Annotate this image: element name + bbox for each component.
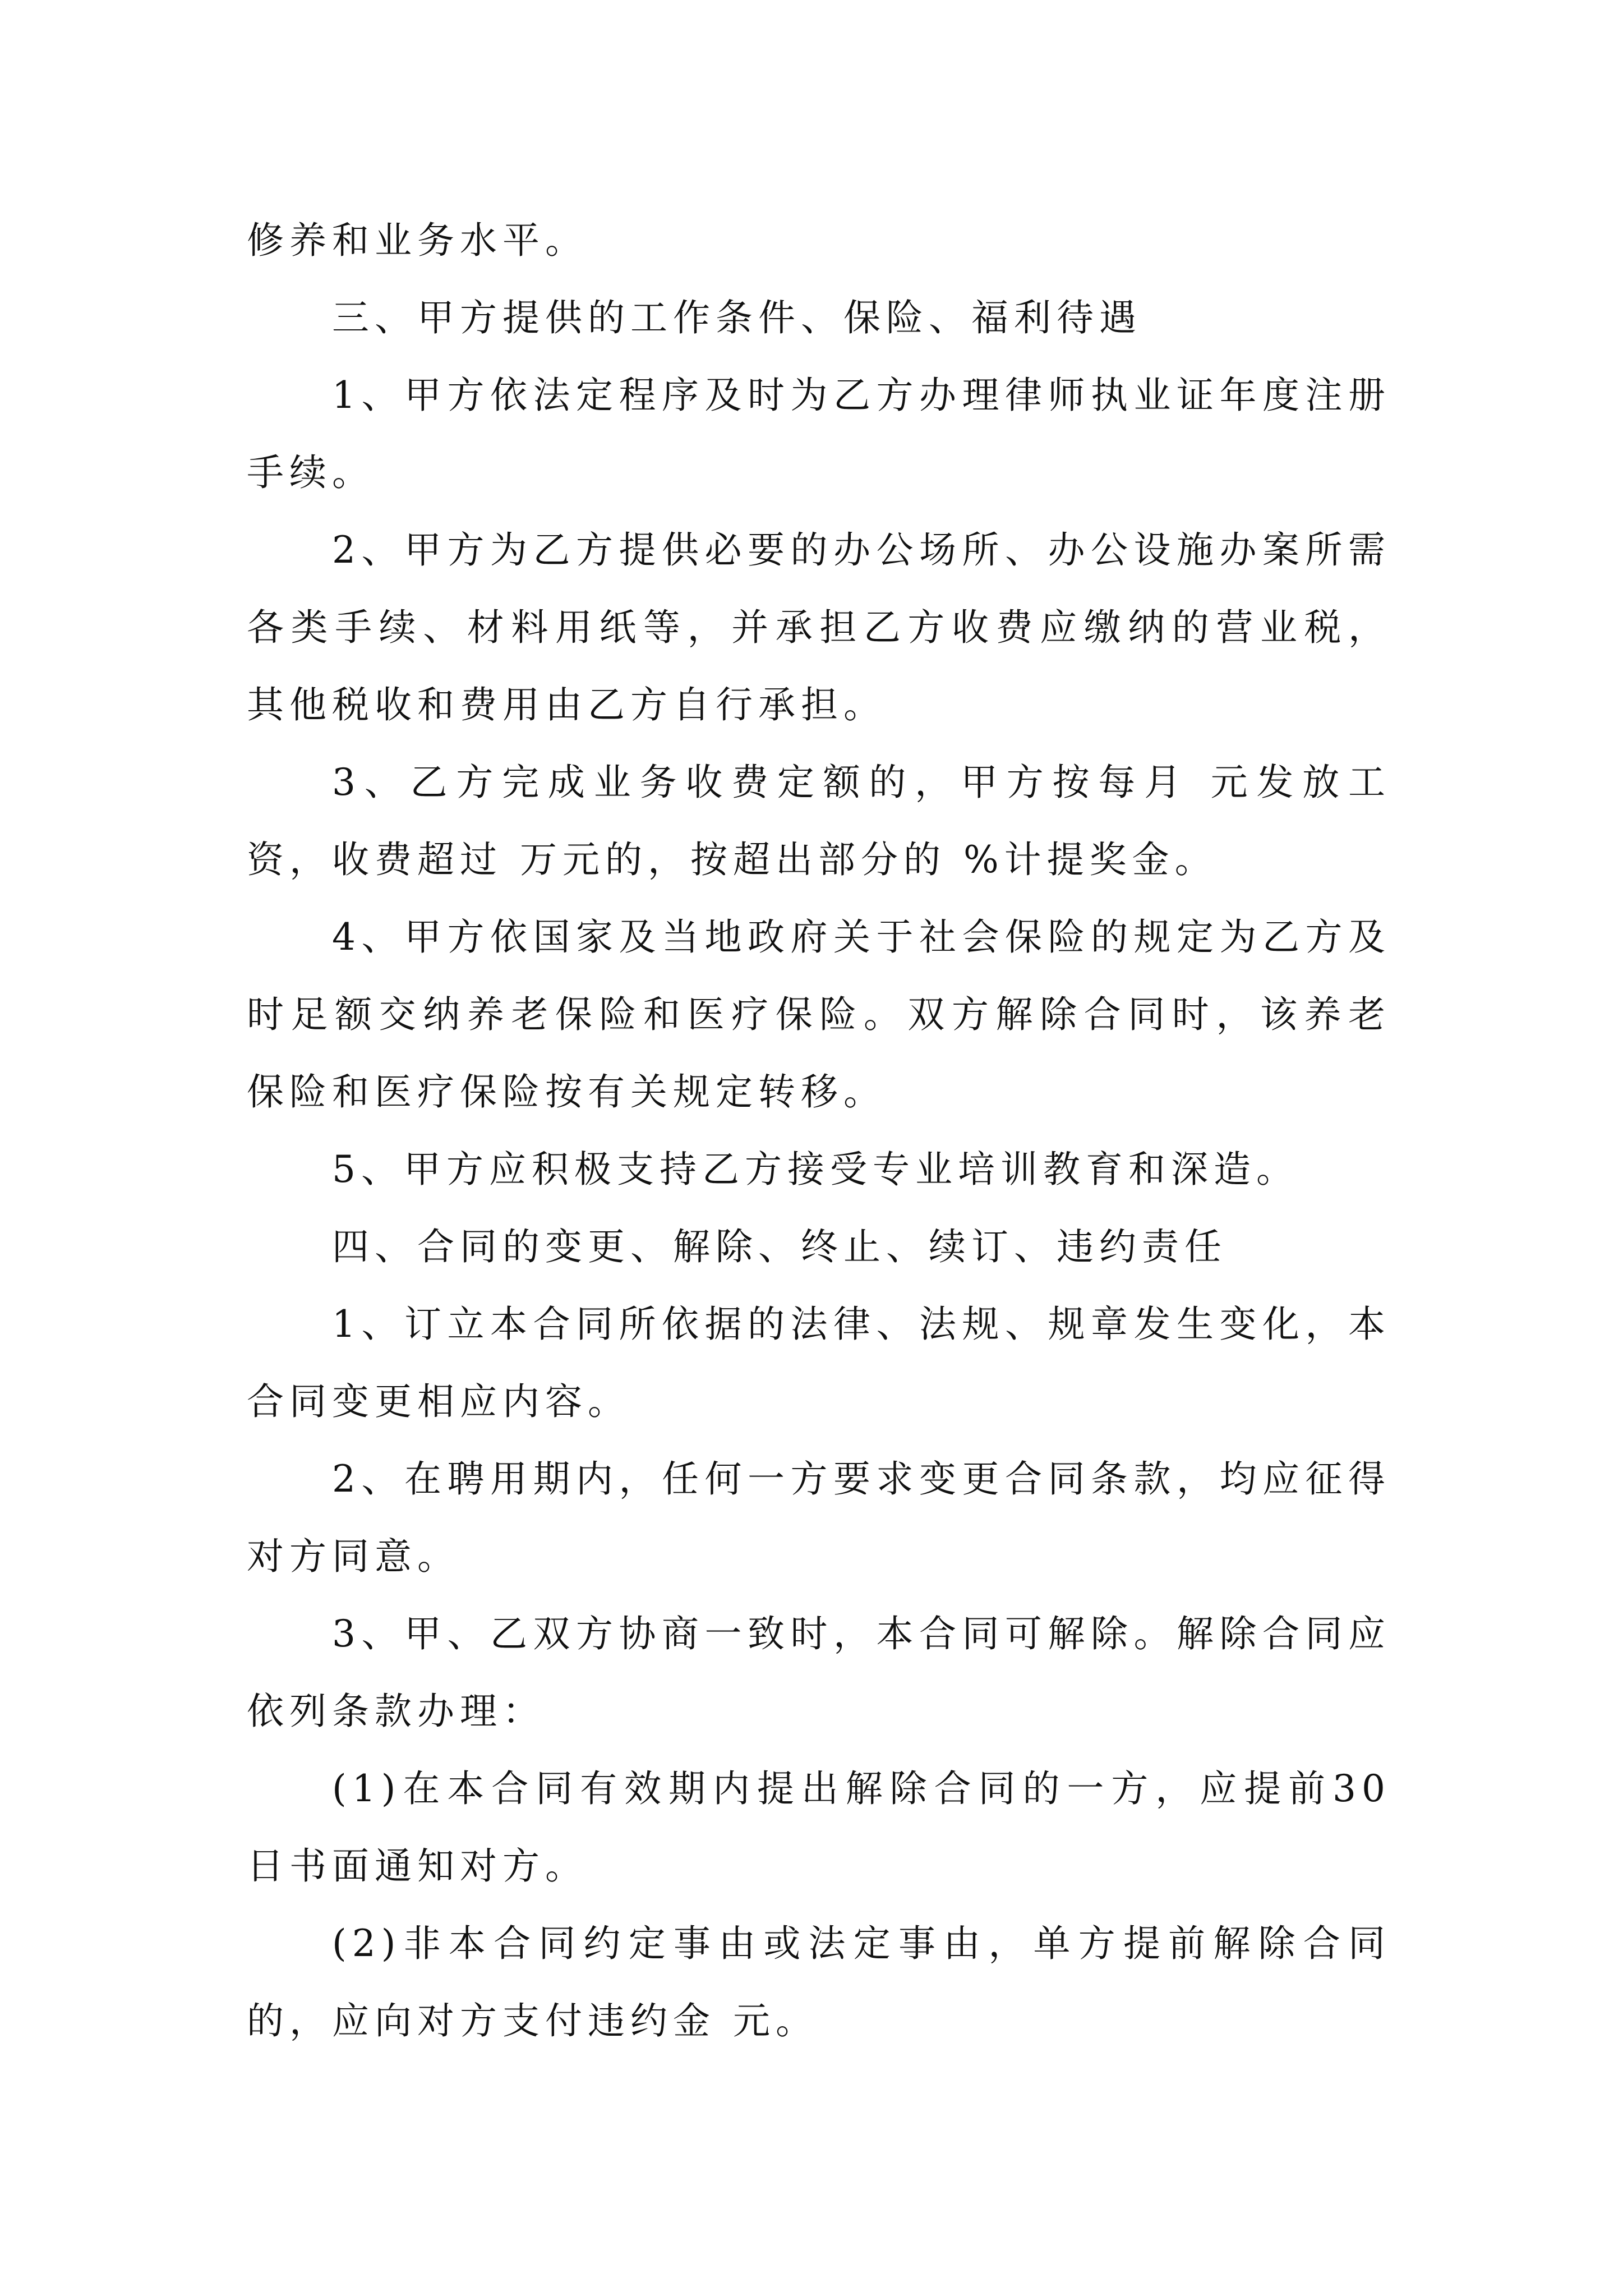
clause-3-1: 1、甲方依法定程序及时为乙方办理律师执业证年度注册手续。 (247, 374, 1391, 494)
clause-3-3: 3、乙方完成业务收费定额的，甲方按每月 元发放工资，收费超过 万元的，按超出部分的 %计提奖金。 (247, 761, 1391, 881)
section-heading-3: 三、甲方提供的工作条件、保险、福利待遇 (332, 296, 1142, 339)
paragraph-continuation: 修养和业务水平。 (247, 219, 588, 262)
clause-3-2: 2、甲方为乙方提供必要的办公场所、办公设施办案所需各类手续、材料用纸等，并承担乙方收费应缴纳的营业税，其他税收和费用由乙方自行承担。 (247, 528, 1391, 726)
clause-4-2: 2、在聘用期内，任何一方要求变更合同条款，均应征得对方同意。 (247, 1457, 1391, 1578)
clause-3-4: 4、甲方依国家及当地政府关于社会保险的规定为乙方及时足额交纳养老保险和医疗保险。双方解除合同时，该养老保险和医疗保险按有关规定转移。 (247, 915, 1391, 1114)
clause-4-1: 1、订立本合同所依据的法律、法规、规章发生变化，本合同变更相应内容。 (247, 1303, 1391, 1423)
clause-4-3-2: (2)非本合同约定事由或法定事由，单方提前解除合同的，应向对方支付违约金 元。 (247, 1922, 1391, 2042)
section-heading-4: 四、合同的变更、解除、终止、续订、违约责任 (332, 1225, 1227, 1268)
clause-4-3-1: (1)在本合同有效期内提出解除合同的一方，应提前30日书面通知对方。 (247, 1767, 1391, 1888)
clause-3-5: 5、甲方应积极支持乙方接受专业培训教育和深造。 (332, 1148, 1299, 1191)
clause-4-3: 3、甲、乙双方协商一致时，本合同可解除。解除合同应依列条款办理： (247, 1612, 1391, 1733)
document-body (247, 202, 1391, 2060)
